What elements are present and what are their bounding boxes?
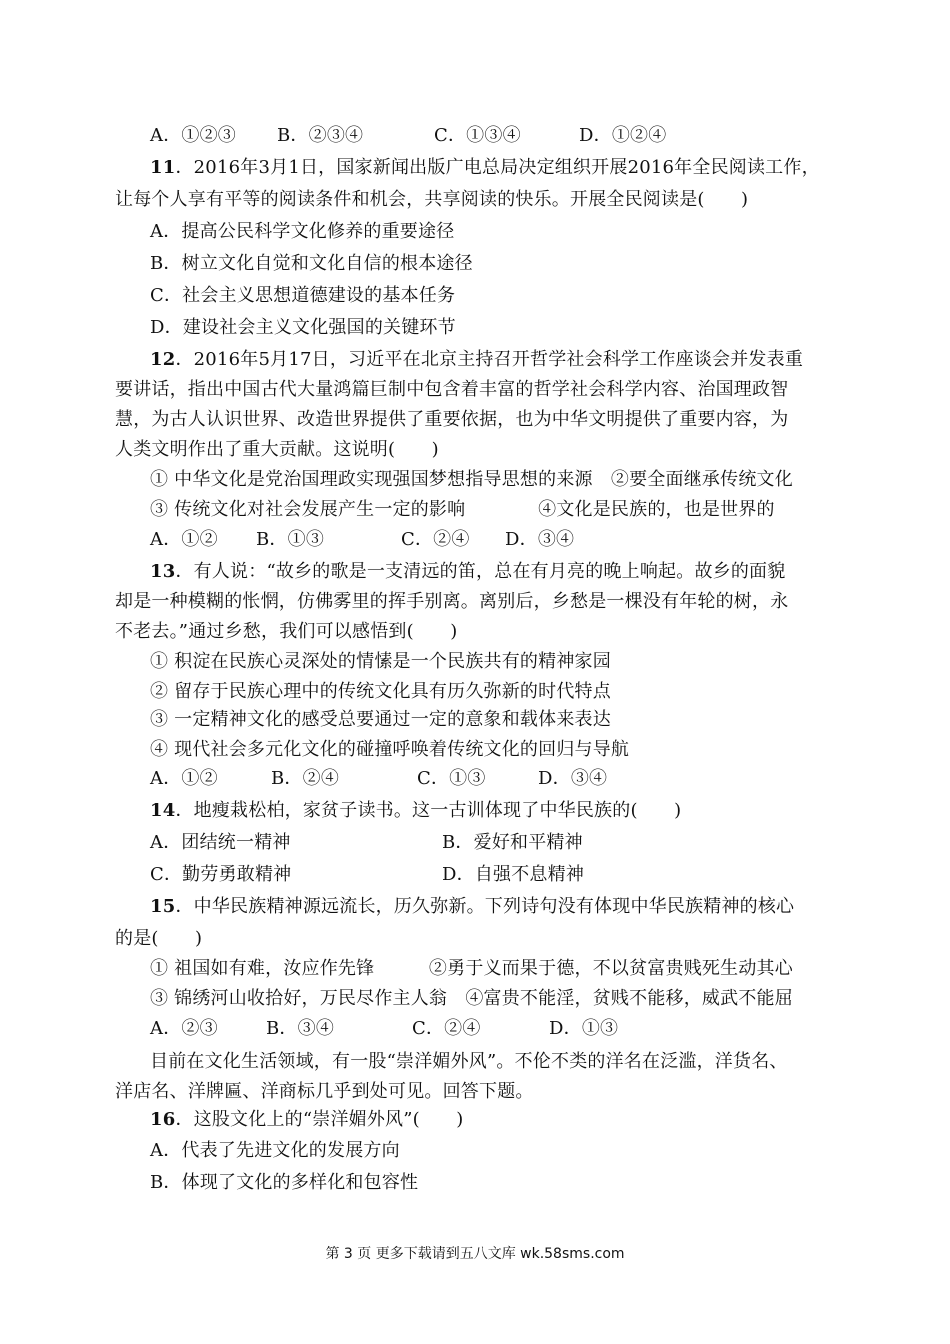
q13-statement-4: ④ 现代社会多元化文化的碰撞呼唤着传统文化的回归与导航	[150, 739, 630, 760]
q15-option-d: D．①③	[549, 1018, 619, 1039]
q15-text-1: ．中华民族精神源远流长，历久弥新。下列诗句没有体现中华民族精神的核心	[175, 896, 795, 917]
q12-statements-1: ① 中华文化是党治国理政实现强国梦想指导思想的来源 ②要全面继承传统文化	[150, 469, 793, 490]
q11-option-d: D．建设社会主义文化强国的关键环节	[150, 317, 456, 338]
q12-stem-line-2: 要讲话，指出中国古代大量鸿篇巨制中包含着丰富的哲学社会科学内容、治国理政智	[115, 379, 789, 400]
question-number: 13	[150, 561, 176, 582]
q13-option-d: D．③④	[538, 768, 608, 789]
passage-line-1: 目前在文化生活领域，有一股“崇洋媚外风”。不伦不类的洋名在泛滥，洋货名、	[150, 1051, 788, 1072]
q12-options	[150, 528, 574, 552]
q16-text-1: ．这股文化上的“崇洋媚外风”( )	[175, 1109, 464, 1130]
q15-stem-line-1	[150, 895, 794, 919]
q14-option-b: B．爱好和平精神	[442, 832, 583, 853]
q10-option-b: B．②③④	[277, 125, 364, 146]
question-number: 15	[150, 896, 176, 917]
q15-statements-1: ① 祖国如有难，汝应作先锋 ②勇于义而果于德，不以贫富贵贱死生动其心	[150, 958, 793, 979]
q12-stem-line-1	[150, 348, 803, 372]
q14-options-row-1	[150, 831, 583, 855]
question-number: 16	[150, 1109, 176, 1130]
q12-option-c: C．②④	[401, 529, 470, 550]
q12-option-b: B．①③	[256, 529, 325, 550]
q15-statements-2: ③ 锦绣河山收拾好，万民尽作主人翁 ④富贵不能淫，贫贱不能移，威武不能屈	[150, 988, 793, 1009]
q12-option-d: D．③④	[505, 529, 575, 550]
q13-option-c: C．①③	[417, 768, 486, 789]
q11-stem-line-1	[150, 156, 820, 180]
q11-option-c: C．社会主义思想道德建设的基本任务	[150, 285, 456, 306]
q13-statement-3: ③ 一定精神文化的感受总要通过一定的意象和载体来表达	[150, 709, 611, 730]
q11-text-1: ．2016年3月1日，国家新闻出版广电总局决定组织开展2016年全民阅读工作，	[175, 157, 820, 178]
q11-stem-line-2: 让每个人享有平等的阅读条件和机会，共享阅读的快乐。开展全民阅读是( )	[115, 189, 749, 210]
q12-statements-2: ③ 传统文化对社会发展产生一定的影响 ④文化是民族的，也是世界的	[150, 499, 775, 520]
q13-option-b: B．②④	[271, 768, 340, 789]
q12-stem-line-4: 人类文明作出了重大贡献。这说明( )	[115, 439, 439, 460]
q16-option-a: A．代表了先进文化的发展方向	[150, 1140, 400, 1161]
q13-statement-2: ② 留存于民族心理中的传统文化具有历久弥新的时代特点	[150, 681, 611, 702]
q12-stem-line-3: 慧，为古人认识世界、改造世界提供了重要依据，也为中华文明提供了重要内容，为	[115, 409, 789, 430]
q15-option-a: A．②③	[150, 1018, 218, 1039]
q10-option-d: D．①②④	[579, 125, 667, 146]
page-footer: 第 3 页 更多下载请到五八文库 wk.58sms.com	[325, 1246, 625, 1262]
passage-line-2: 洋店名、洋牌匾、洋商标几乎到处可见。回答下题。	[115, 1081, 534, 1102]
q11-option-a: A．提高公民科学文化修养的重要途径	[150, 221, 455, 242]
q10-options	[150, 124, 666, 148]
q14-option-c: C．勤劳勇敢精神	[150, 864, 292, 885]
q11-option-b: B．树立文化自觉和文化自信的根本途径	[150, 253, 473, 274]
question-number: 14	[150, 800, 176, 821]
q15-option-b: B．③④	[266, 1018, 335, 1039]
q14-text-1: ．地瘦栽松柏，家贫子读书。这一古训体现了中华民族的( )	[175, 800, 682, 821]
q12-option-a: A．①②	[150, 529, 218, 550]
q13-text-1: ．有人说：“故乡的歌是一支清远的笛，总在有月亮的晚上响起。故乡的面貌	[175, 561, 786, 582]
q13-statement-1: ① 积淀在民族心灵深处的情愫是一个民族共有的精神家园	[150, 651, 611, 672]
question-number: 12	[150, 349, 176, 370]
q13-stem-line-3: 不老去。”通过乡愁，我们可以感悟到( )	[115, 621, 458, 642]
q14-stem-line-1	[150, 799, 681, 823]
q13-option-a: A．①②	[150, 768, 218, 789]
q15-stem-line-2: 的是( )	[115, 928, 203, 949]
q15-options	[150, 1017, 618, 1041]
q14-option-a: A．团结统一精神	[150, 832, 291, 853]
question-number: 11	[150, 157, 176, 178]
q14-option-d: D．自强不息精神	[442, 864, 585, 885]
q10-option-a: A．①②③	[150, 125, 236, 146]
q16-option-b: B．体现了文化的多样化和包容性	[150, 1172, 419, 1193]
q13-stem-line-1	[150, 560, 785, 584]
q16-stem-line-1	[150, 1108, 464, 1132]
q13-options	[150, 767, 607, 791]
q13-stem-line-2: 却是一种模糊的怅惘，仿佛雾里的挥手别离。离别后，乡愁是一棵没有年轮的树，永	[115, 591, 789, 612]
q10-option-c: C．①③④	[434, 125, 521, 146]
q14-options-row-2	[150, 863, 584, 887]
q12-text-1: ．2016年5月17日，习近平在北京主持召开哲学社会科学工作座谈会并发表重	[175, 349, 804, 370]
q15-option-c: C．②④	[412, 1018, 481, 1039]
